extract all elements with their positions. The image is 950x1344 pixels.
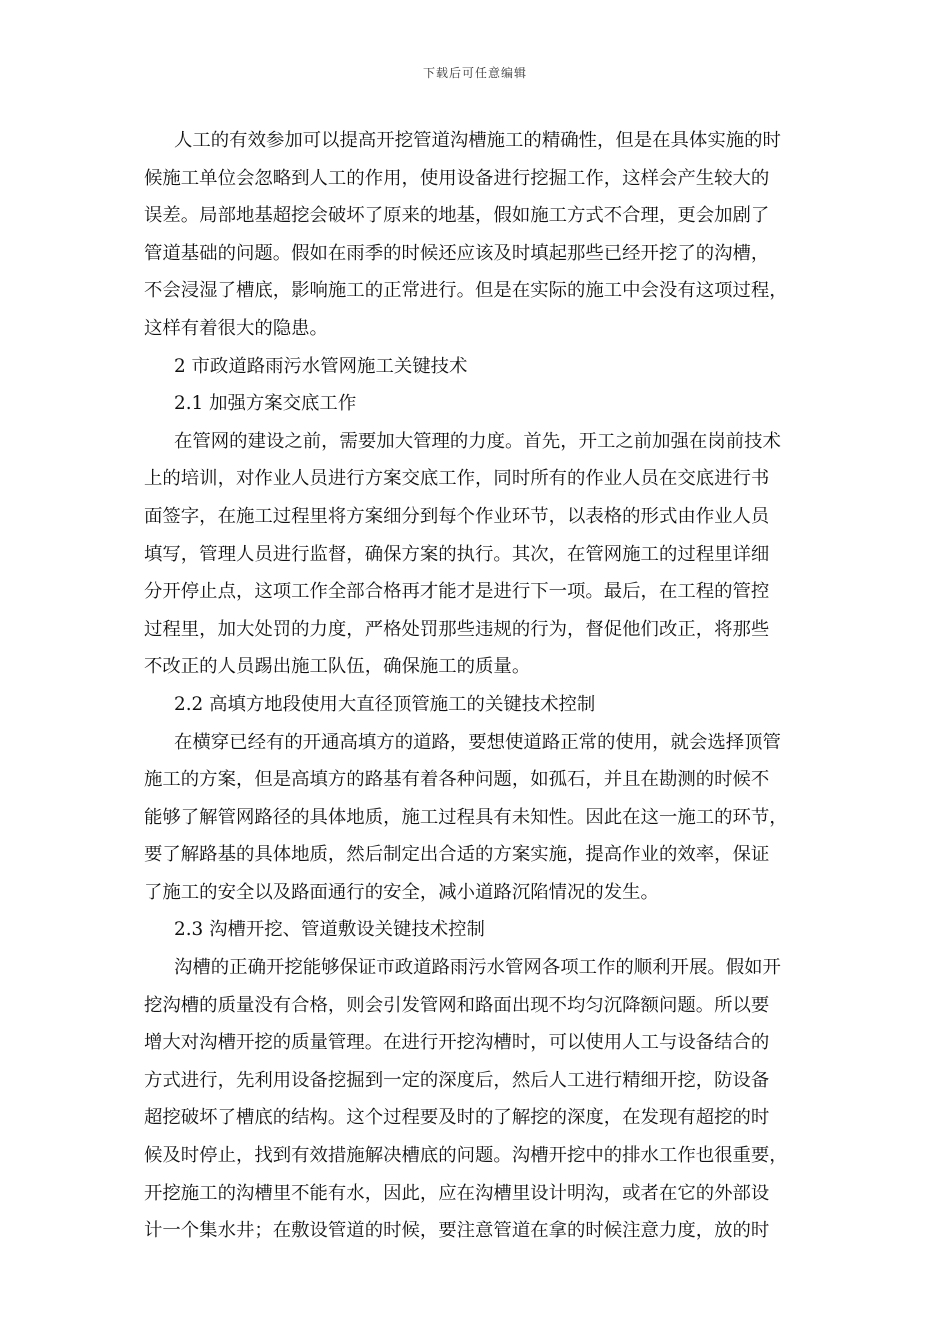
text-line: 2.2 高填方地段使用大直径顶管施工的关键技术控制 (174, 693, 596, 715)
page-header: 下载后可任意编辑 (422, 66, 527, 80)
text-line: 施工的方案，但是高填方的路基有着各种问题，如孤石，并且在勘测的时候不 (144, 769, 770, 791)
text-line: 在管网的建设之前，需要加大管理的力度。首先，开工之前加强在岗前技术 (174, 430, 781, 452)
text-line: 候施工单位会忽略到人工的作用，使用设备进行挖掘工作，这样会产生较大的 (144, 167, 770, 189)
text-line: 2.1 加强方案交底工作 (174, 393, 357, 415)
text-line: 这样有着很大的隐患。 (144, 317, 328, 339)
text-line: 要了解路基的具体地质，然后制定出合适的方案实施，提高作业的效率，保证 (144, 844, 770, 866)
text-line: 2.3 沟槽开挖、管道敷设关键技术控制 (174, 919, 485, 941)
text-line: 计一个集水井；在敷设管道的时候，要注意管道在拿的时候注意力度，放的时 (144, 1220, 770, 1242)
text-line: 候及时停止，找到有效措施解决槽底的问题。沟槽开挖中的排水工作也很重要， (144, 1145, 788, 1167)
text-line: 误差。局部地基超挖会破坏了原来的地基，假如施工方式不合理，更会加剧了 (144, 205, 770, 227)
text-line: 分开停止点，这项工作全部合格再才能才是进行下一项。最后，在工程的管控 (144, 581, 770, 603)
text-line: 不会浸湿了槽底，影响施工的正常进行。但是在实际的施工中会没有这项过程， (144, 280, 788, 302)
text-line: 增大对沟槽开挖的质量管理。在进行开挖沟槽时，可以使用人工与设备结合的 (144, 1032, 770, 1054)
text-line: 面签字，在施工过程里将方案细分到每个作业环节，以表格的形式由作业人员 (144, 505, 770, 527)
text-line: 沟槽的正确开挖能够保证市政道路雨污水管网各项工作的顺利开展。假如开 (174, 957, 781, 979)
text-line: 超挖破坏了槽底的结构。这个过程要及时的了解挖的深度，在发现有超挖的时 (144, 1107, 770, 1129)
text-line: 2 市政道路雨污水管网施工关键技术 (174, 355, 468, 377)
text-line: 管道基础的问题。假如在雨季的时候还应该及时填起那些已经开挖了的沟槽， (144, 242, 770, 264)
text-line: 开挖施工的沟槽里不能有水，因此，应在沟槽里设计明沟，或者在它的外部设 (144, 1182, 770, 1204)
text-line: 人工的有效参加可以提高开挖管道沟槽施工的精确性，但是在具体实施的时 (174, 130, 781, 151)
text-line: 方式进行，先利用设备挖掘到一定的深度后，然后人工进行精细开挖，防设备 (144, 1069, 770, 1091)
document-body (144, 122, 810, 1250)
text-line: 过程里，加大处罚的力度，严格处罚那些违规的行为，督促他们改正，将那些 (144, 618, 770, 640)
text-line: 不改正的人员踢出施工队伍，确保施工的质量。 (144, 656, 531, 678)
text-line: 填写，管理人员进行监督，确保方案的执行。其次，在管网施工的过程里详细 (144, 543, 770, 565)
text-line: 能够了解管网路径的具体地质，施工过程具有未知性。因此在这一施工的环节， (144, 806, 788, 828)
text-line: 挖沟槽的质量没有合格，则会引发管网和路面出现不均匀沉降额问题。所以要 (144, 994, 770, 1016)
text-line: 上的培训，对作业人员进行方案交底工作，同时所有的作业人员在交底进行书 (144, 468, 770, 490)
text-line: 在横穿已经有的开通高填方的道路，要想使道路正常的使用，就会选择顶管 (174, 731, 781, 753)
text-line: 了施工的安全以及路面通行的安全，减小道路沉陷情况的发生。 (144, 881, 659, 903)
